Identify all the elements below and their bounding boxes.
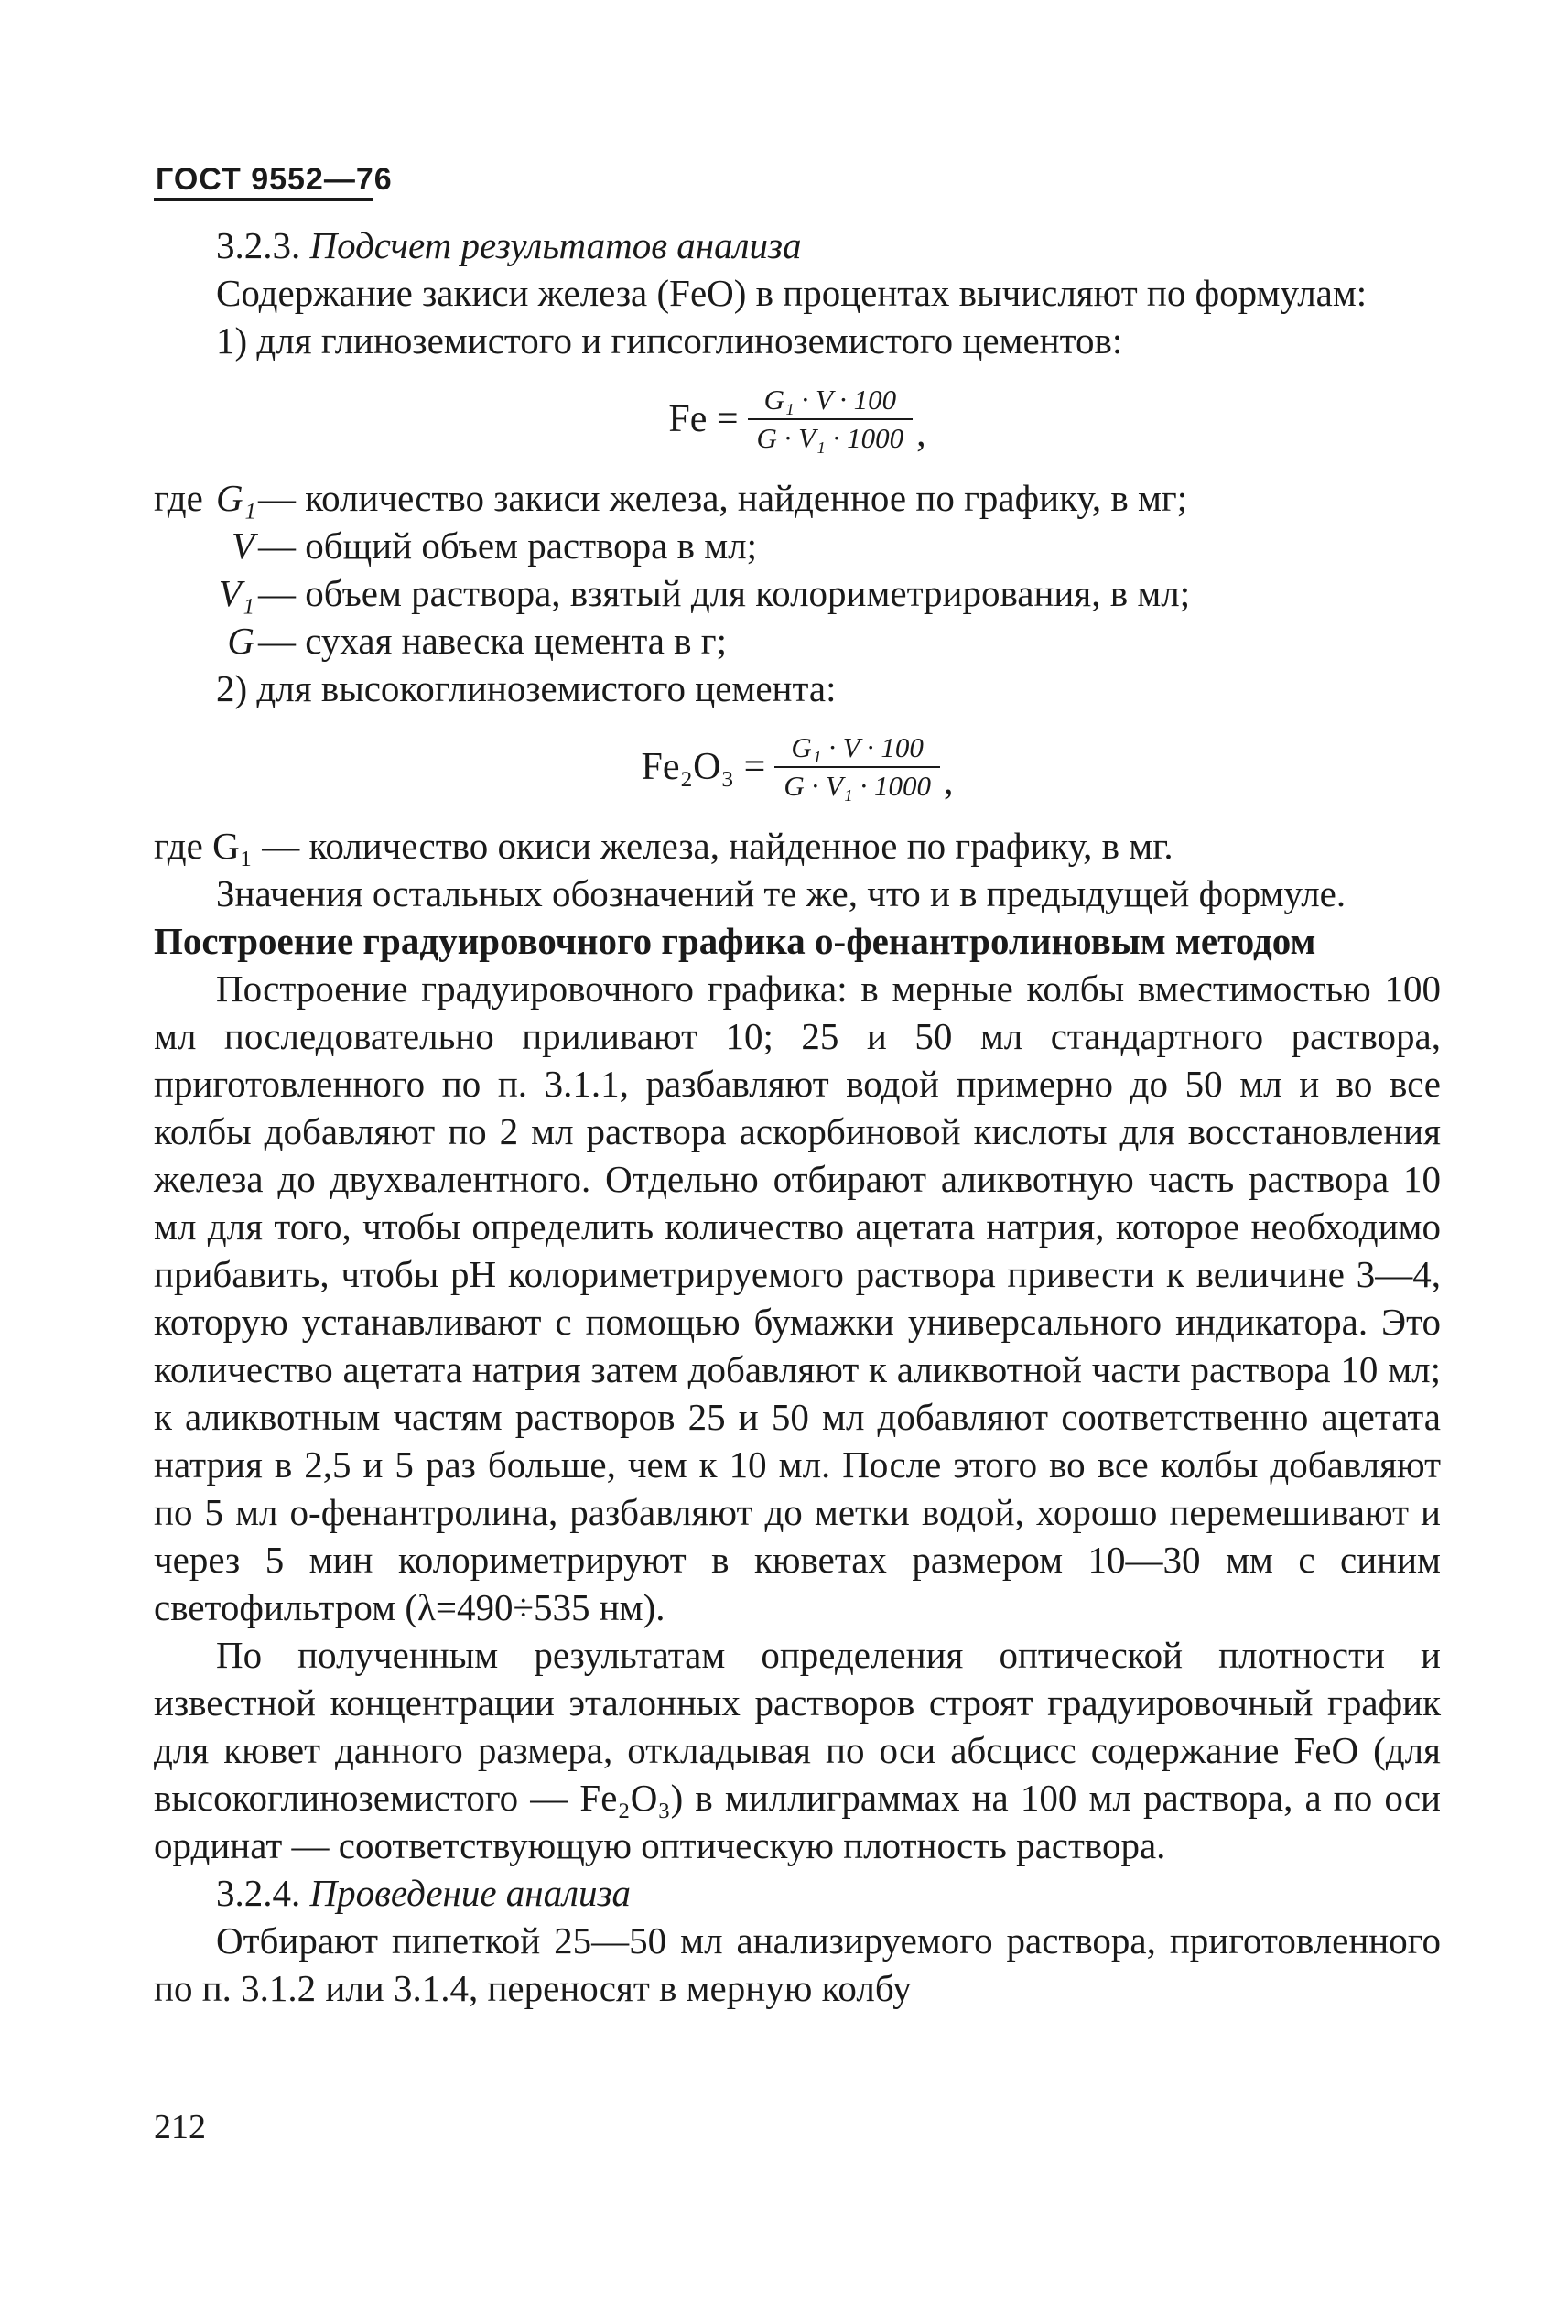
analysis-paragraph: Отбирают пипеткой 25—50 мл анализируемого раствора, приготовленного по п. 3.1.2 или 3.1.4, переносят в мерную колбу [154,1919,1441,2009]
section-number: 3.2.3. [216,224,301,266]
definition-symbol: G₁ [216,477,256,519]
graph-paragraph-2: По полученным результатам определения оптической плотности и известной концентрации эталонных растворов строят градуировочный график для кювет данного размера, откладывая по оси абсцисс содержание FeO (для высокоглиноземистого — Fe₂O₃) в миллиграммах на 100 мл раствора, а по оси ординат — соответствующую оптическую плотность раствора. [154,1634,1441,1866]
definition-row [154,569,1441,617]
definition-row [154,522,1441,569]
formula-separator: , [916,413,926,455]
graph-heading: Построение градуировочного графика о-фенантролиновым методом [154,920,1316,962]
formula-separator: , [943,761,954,803]
formula-denominator: G · V₁ · 1000 [756,422,904,454]
definition-text: — сухая навеска цемента в г; [258,620,727,662]
section-3-2-3-heading [154,222,1441,269]
item-1: 1) для глиноземистого и гипсоглиноземистого цементов: [216,319,1123,362]
formula-denominator: G · V₁ · 1000 [784,770,931,802]
section-number: 3.2.4. [216,1872,301,1914]
other-symbols-paragraph: Значения остальных обозначений те же, что и в предыдущей формуле. [216,872,1346,914]
formula-numerator: G₁ · V · 100 [763,384,897,416]
symbol-definitions [154,474,1441,665]
definition-symbol: V [231,524,254,567]
intro-paragraph: Содержание закиси железа (FeO) в процентах вычисляют по формулам: [216,272,1368,314]
definition-text: — общий объем раствора в мл; [258,524,757,567]
definition-symbol: G [227,620,254,662]
where-2-paragraph: где G₁ — количество окиси железа, найденное по графику, в мг. [154,825,1173,867]
formula-lhs: Fe = [668,398,739,440]
formula-fe [154,364,1441,474]
definition-row [154,617,1441,665]
formula-lhs: Fe₂O₃ = [641,746,766,788]
formula-fe2o3 [154,712,1441,822]
section-title: Подсчет результатов анализа [309,224,802,266]
page-number: 212 [154,2108,206,2146]
item-2: 2) для высокоглиноземистого цемента: [216,667,837,709]
formula-fraction [748,382,914,457]
definition-text: — количество закиси железа, найденное по графику, в мг; [258,477,1188,519]
definition-text: — объем раствора, взятый для колориметрирования, в мл; [258,572,1191,614]
document-page [154,156,1441,2012]
definition-symbol: V₁ [218,572,254,614]
section-title: Проведение анализа [309,1872,632,1914]
section-3-2-4-heading [154,1869,1441,1917]
definition-row [154,474,1441,522]
standard-header: ГОСТ 9552—76 [156,162,393,197]
formula-fraction [774,730,940,805]
graph-paragraph-1: Построение градуировочного графика: в мерные колбы вместимостью 100 мл последовательно приливают 10; 25 и 50 мл стандартного раствора, приготовленного по п. 3.1.1, разбавляют водой примерно до 50 мл и во все колбы добавляют по 2 мл раствора аскорбиновой кислоты для восстановления железа до двухвалентного. Отдельно отбирают аликвотную часть раствора 10 мл для того, чтобы определить количество ацетата натрия, которое необходимо прибавить, чтобы pH колориметрируемого раствора привести к величине 3—4, которую устанавливают с помощью бумажки универсального индикатора. Это количество ацетата натрия затем добавляют к аликвотной части раствора 10 мл; к аликвотным частям растворов 25 и 50 мл добавляют соответственно ацетата натрия в 2,5 и 5 раз больше, чем к 10 мл. После этого во все колбы добавляют по 5 мл о-фенантролина, разбавляют до метки водой, хорошо перемешивают и через 5 мин колориметрируют в кюветах размером 10—30 мм с синим светофильтром (λ=490÷535 нм). [154,967,1441,1628]
where-label: где [154,477,203,519]
formula-numerator: G₁ · V · 100 [791,731,924,763]
